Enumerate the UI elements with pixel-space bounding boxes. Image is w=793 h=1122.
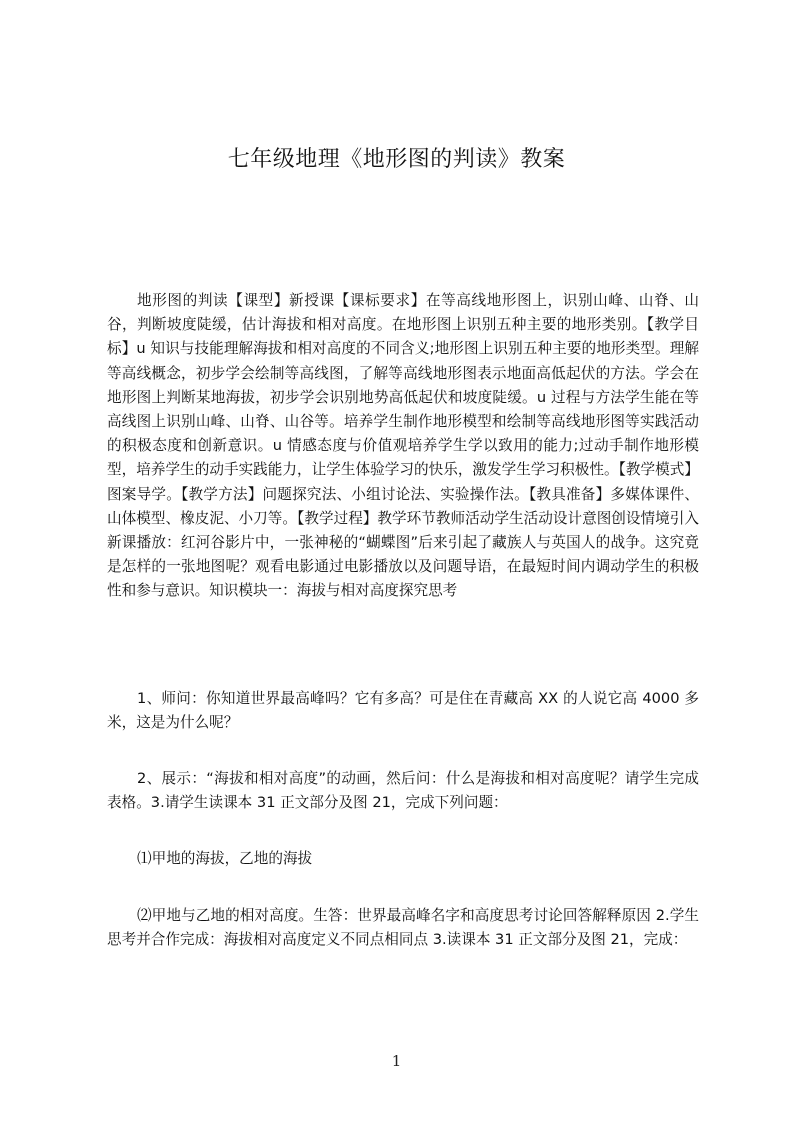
document-title: 七年级地理《地形图的判读》教案 [227, 147, 566, 172]
page-number: 1 [391, 1052, 402, 1070]
question-1-paragraph: 1、师问：你知道世界最高峰吗？它有多高？可是住在青藏高 XX 的人说它高 4000 多米，这是为什么呢？ [107, 690, 699, 732]
intro-paragraph: 地形图的判读【课型】新授课【课标要求】在等高线地形图上，识别山峰、山脊、山谷，判断坡度陡缓，估计海拔和相对高度。在地形图上识别五种主要的地形类别。【教学目标】u 知识与技能理解海拔和相对高度的不同含义;地形图上识别五种主要的地形类型。理解等高线概念，初步学会绘制等高线图，了解等高线地形图表示地面高低起伏的方法。学会在地形图上判断某地海拔，初步学会识别地势高低起伏和坡度陡缓。u 过程与方法学生能在等高线图上识别山峰、山脊、山谷等。培养学生制作地形模型和绘制等高线地形图等实践活动的积极态度和创新意识。u 情感态度与价值观培养学生学以致用的能力;过动手制作地形模型，培养学生的动手实践能力，让学生体验学习的快乐，激发学生学习积极性。【教学模式】图案导学。【教学方法】问题探究法、小组讨论法、实验操作法。【教具准备】多媒体课件、山体模型、橡皮泥、小刀等。【教学过程】教学环节教师活动学生活动设计意图创设情境引入新课播放：红河谷影片中，一张神秘的“蝴蝶图”后来引起了藏族人与英国人的战争。这究竟是怎样的一张地图呢？观看电影通过电影播放以及问题导语，在最短时间内调动学生的积极性和参与意识。知识模块一：海拔与相对高度探究思考 [107, 292, 699, 600]
sub-question-2-paragraph: ⑵甲地与乙地的相对高度。生答：世界最高峰名字和高度思考讨论回答解释原因 2.学生思考并合作完成：海拔相对高度定义不同点相同点 3.读课本 31 正文部分及图 21，完成： [107, 907, 699, 949]
question-2-paragraph: 2、展示：“海拔和相对高度”的动画，然后问：什么是海拔和相对高度呢？请学生完成表格。3.请学生读课本 31 正文部分及图 21，完成下列问题： [107, 770, 699, 812]
sub-question-1: ⑴甲地的海拔，乙地的海拔 [137, 850, 313, 867]
